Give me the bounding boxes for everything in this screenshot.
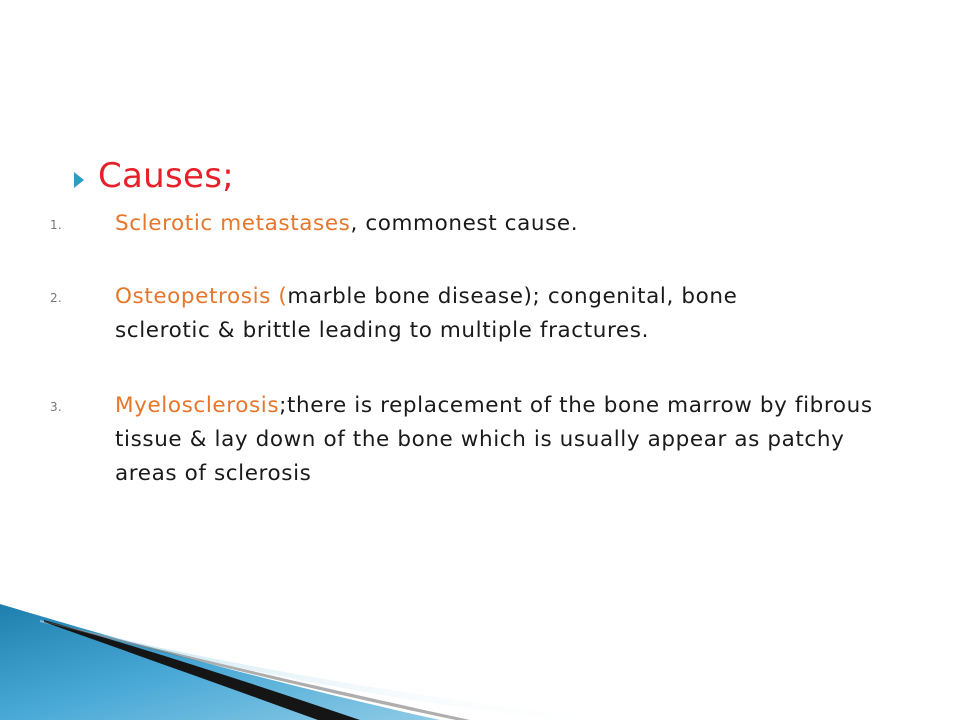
item-number: 1. bbox=[50, 218, 63, 232]
item-body: marble bone disease); congenital, bone sclerotic & brittle leading to multiple fractures. bbox=[115, 284, 738, 343]
item-number: 2. bbox=[50, 291, 63, 305]
item-text bbox=[115, 280, 835, 348]
item-highlight: Sclerotic metastases bbox=[115, 211, 351, 236]
item-text bbox=[115, 207, 915, 241]
slide-heading: Causes; bbox=[98, 156, 235, 196]
item-number: 3. bbox=[50, 400, 63, 414]
item-text bbox=[115, 389, 875, 491]
triangle-right-icon bbox=[74, 172, 84, 188]
item-body: ;there is replacement of the bone marrow by fibrous tissue & lay down of the bone which is usually appear as patchy areas of sclerosis bbox=[115, 393, 873, 486]
item-body: , commonest cause. bbox=[350, 211, 579, 236]
item-highlight: Osteopetrosis ( bbox=[115, 284, 288, 309]
item-highlight: Myelosclerosis bbox=[115, 393, 280, 418]
decorative-swoosh bbox=[0, 600, 960, 720]
